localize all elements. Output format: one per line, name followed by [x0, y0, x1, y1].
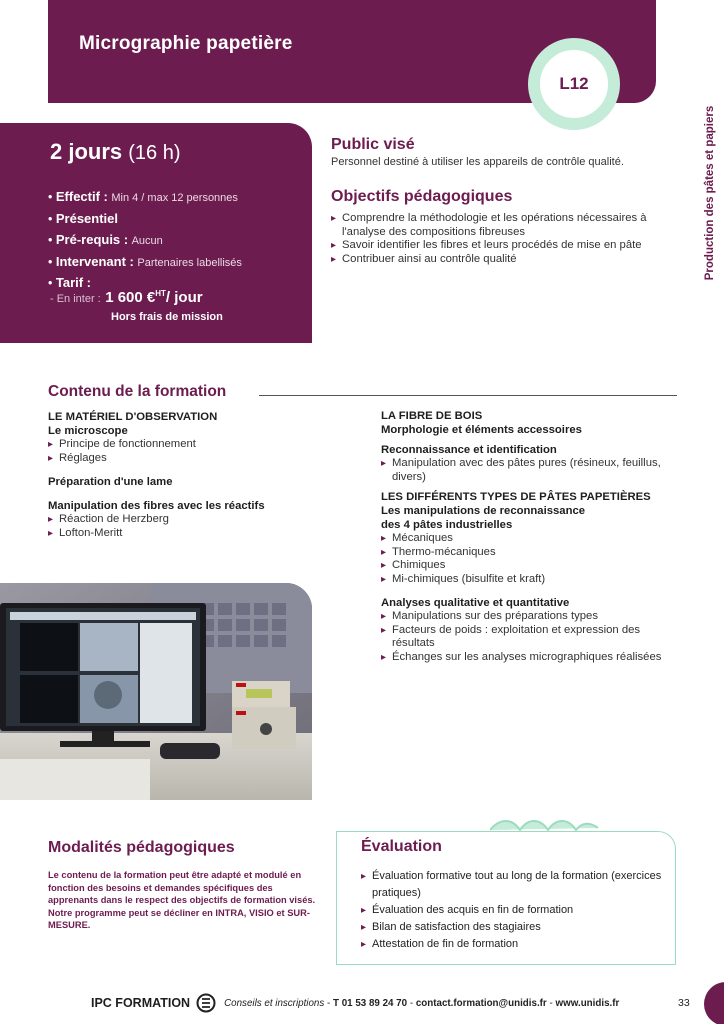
subheading: Analyses qualitative et quantitative — [381, 597, 570, 609]
price-value: 1 600 €$^{HT}$/ jour — [105, 289, 203, 306]
page-number: 33 — [678, 997, 690, 1009]
content-right-column — [381, 409, 681, 664]
page-title: Micrographie papetière — [79, 33, 293, 54]
list-item: ▸ Échanges sur les analyses micrographiques réalisées — [381, 651, 681, 665]
list-item: ▸ Bilan de satisfaction des stagiaires — [361, 919, 673, 936]
public-text: Personnel destiné à utiliser les appareils de contrôle qualité. — [331, 156, 624, 168]
course-code: L12 — [559, 74, 589, 93]
duration — [50, 139, 181, 165]
section-heading: LA FIBRE DE BOIS — [381, 410, 483, 422]
subheading: Le microscope — [48, 425, 128, 437]
duration-hours: (16 h) — [128, 142, 181, 164]
ipc-logo-icon — [196, 993, 218, 1013]
info-list — [48, 189, 242, 297]
content-left-column — [48, 410, 338, 540]
subheading: Morphologie et éléments accessoires — [381, 424, 582, 436]
footer-brand: IPC FORMATION — [91, 996, 191, 1010]
spacer — [48, 489, 338, 499]
subheading: Préparation d'une lame — [48, 476, 173, 488]
side-category-label — [698, 100, 720, 296]
section-heading: LE MATÉRIEL D'OBSERVATION — [48, 411, 218, 423]
list-item: ▸ Lofton-Meritt — [48, 527, 338, 541]
duration-days: 2 jours — [50, 139, 123, 164]
website-link[interactable]: www.unidis.fr — [555, 997, 620, 1009]
list-item: ▸ Savoir identifier les fibres et leurs procédés de mise en pâte — [331, 239, 661, 253]
bullet-list — [48, 438, 338, 465]
microscope-workstation-image — [0, 583, 312, 800]
modalites-title: Modalités pédagogiques — [48, 839, 235, 856]
objectives-list — [331, 212, 661, 266]
objectives-title: Objectifs pédagogiques — [331, 188, 513, 205]
list-item: ▸ Thermo-mécaniques — [381, 546, 681, 560]
spacer — [48, 465, 338, 475]
bullet-list — [48, 513, 338, 540]
section-heading: LES DIFFÉRENTS TYPES DE PÂTES PAPETIÈRES — [381, 491, 651, 503]
public-title: Public visé — [331, 136, 415, 153]
contact-email-link[interactable]: contact.formation@unidis.fr — [415, 997, 547, 1009]
content-title: Contenu de la formation — [48, 383, 227, 400]
price-note: Hors frais de mission — [111, 311, 223, 323]
spacer — [381, 586, 681, 596]
subheading: des 4 pâtes industrielles — [381, 519, 513, 531]
list-item: ▸ Principe de fonctionnement — [48, 438, 338, 452]
price-prefix: - En inter : — [50, 293, 101, 305]
info-item: • Pré-requis : Aucun — [48, 232, 163, 247]
footer-contact: Conseils et inscriptions - T 01 53 89 24 70 - contact.formation@unidis.fr - www.unidis.fr — [224, 997, 620, 1009]
subheading: Reconnaissance et identification — [381, 444, 557, 456]
list-item: ▸ Comprendre la méthodologie et les opérations nécessaires à l'analyse des compositions fibreuses — [331, 212, 661, 239]
bullet-list — [381, 610, 681, 664]
bullet-list — [381, 532, 681, 586]
list-item: ▸ Contribuer ainsi au contrôle qualité — [331, 253, 661, 267]
subheading: Manipulation des fibres avec les réactifs — [48, 500, 265, 512]
list-item: ▸ Évaluation formative tout au long de la formation (exercices pratiques) — [361, 868, 673, 902]
list-item: ▸ Facteurs de poids : exploitation et expression des résultats — [381, 624, 681, 651]
list-item: ▸ Manipulation avec des pâtes pures (résineux, feuillus, divers) — [381, 457, 681, 484]
list-item: ▸ Attestation de fin de formation — [361, 936, 673, 953]
evaluation-list — [361, 868, 673, 953]
list-item: ▸ Réaction de Herzberg — [48, 513, 338, 527]
list-item: ▸ Chimiques — [381, 559, 681, 573]
info-item: • Effectif : Min 4 / max 12 personnes — [48, 189, 238, 204]
list-item: ▸ Manipulations sur des préparations types — [381, 610, 681, 624]
info-box — [0, 123, 312, 343]
list-item: ▸ Mi-chimiques (bisulfite et kraft) — [381, 573, 681, 587]
price-line — [50, 289, 203, 307]
wave-decoration-icon — [490, 816, 600, 836]
bullet-list — [381, 457, 681, 484]
subheading: Les manipulations de reconnaissance — [381, 505, 586, 517]
lab-photo — [0, 583, 312, 800]
info-item: • Présentiel — [48, 210, 119, 226]
side-label-text: Production des pâtes et papiers — [704, 105, 716, 281]
evaluation-title: Évaluation — [361, 838, 442, 855]
list-item: ▸ Évaluation des acquis en fin de formation — [361, 902, 673, 919]
info-item: • Intervenant : Partenaires labellisés — [48, 253, 242, 269]
list-item: ▸ Réglages — [48, 452, 338, 466]
course-code-badge — [528, 38, 620, 130]
info-item: • Tarif : — [48, 275, 92, 290]
list-item: ▸ Mécaniques — [381, 532, 681, 546]
divider — [259, 395, 677, 396]
page-tab — [704, 982, 724, 1024]
modalites-text: Le contenu de la formation peut être adapté et modulé en fonction des besoins et demandes spécifiques des apprenants dans le respect des objectifs de formation visés. Notre programme peut se décliner en INTRA, VISIO et SUR-MESURE. — [48, 870, 316, 930]
footer — [91, 992, 619, 1014]
